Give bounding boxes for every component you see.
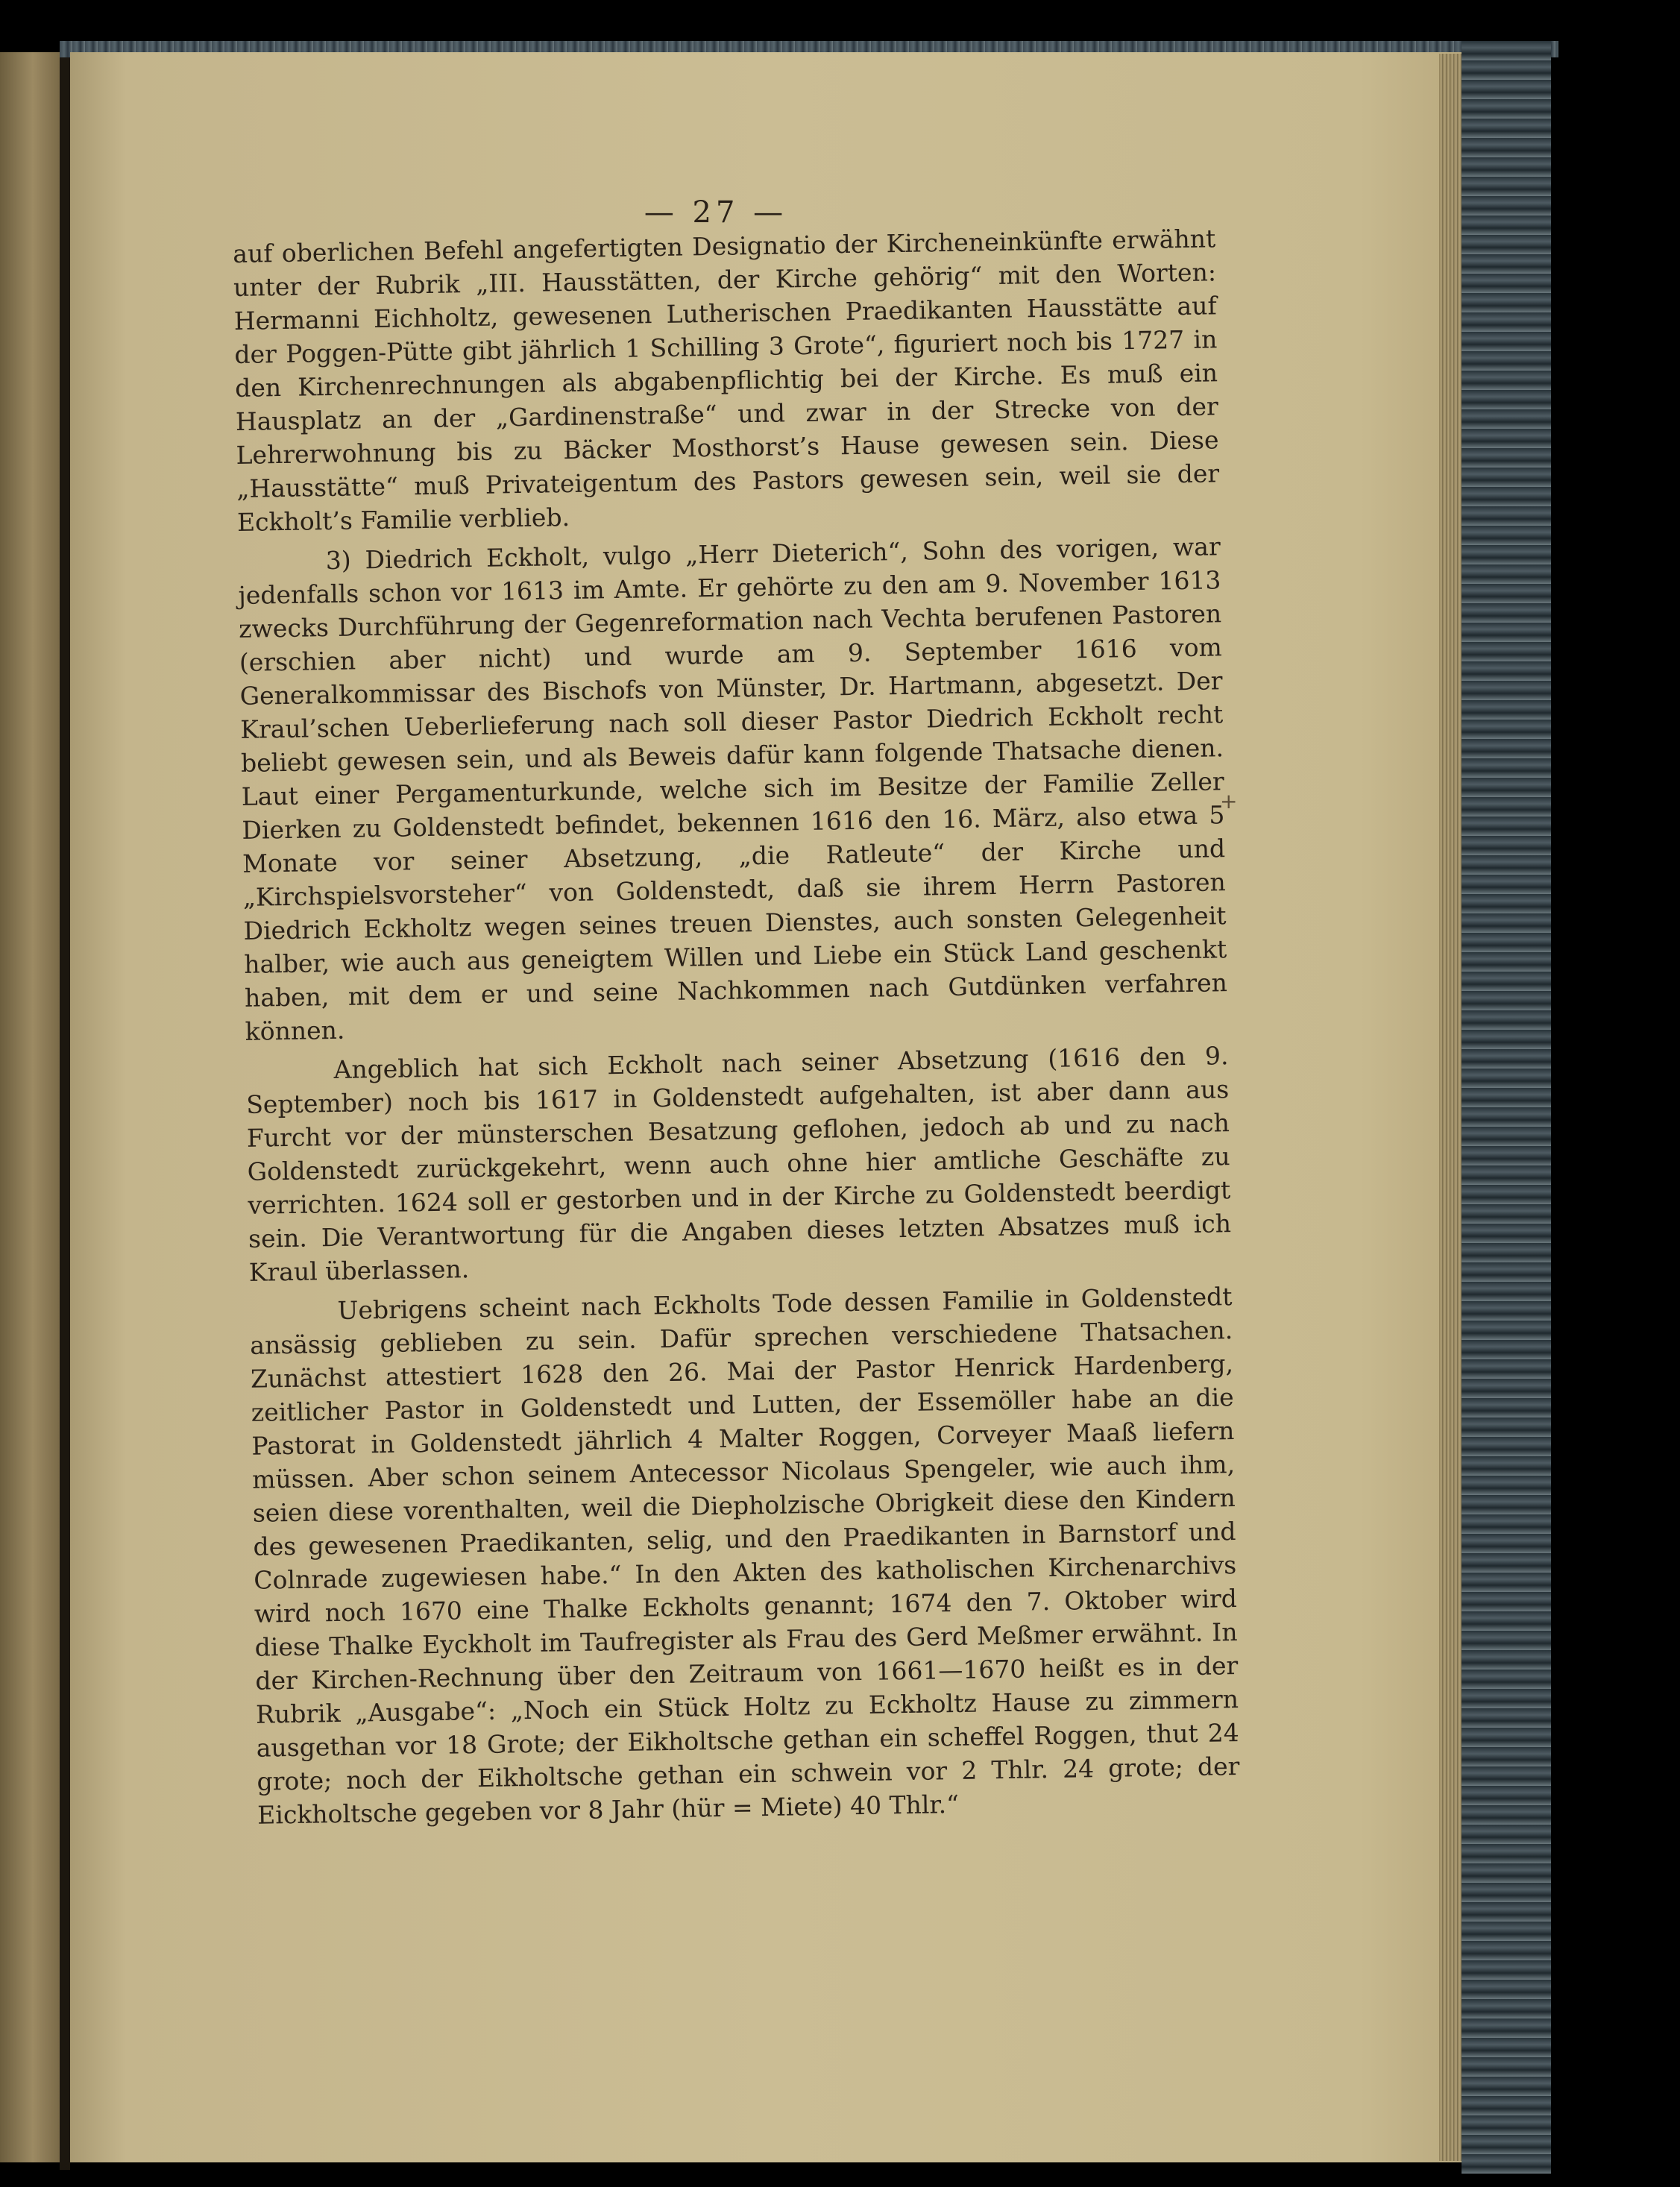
paragraph: Angeblich hat sich Eckholt nach seiner Absetzung (1616 den 9. September) noch bis 1617 in Goldenstedt aufgehalten, ist aber dann aus Furcht vor der münsterschen Besatzung geflohen, jedoch ab und zu nach Goldenstedt zurückgekehrt, wenn auch ohne hier amtliche Geschäfte zu verrichten. 1624 soll er gestorben und in der Kirche zu Goldenstedt beerdigt sein. Die Verantwortung für die Angaben dieses letzten Absatzes muß ich Kraul überlassen. xyxy=(245,1041,1232,1287)
paragraph: auf oberlichen Befehl angefertigten Designatio der Kircheneinkünfte erwähnt unter der Rubrik „III. Hausstätten, der Kirche gehörig“ mit den Worten: Hermanni Eichholtz, gewesenen Lutherischen Praedikanten Hausstätte auf der Poggen-Pütte gibt jährlich 1 Schilling 3 Grote“, figuriert noch bis 1727 in den Kirchenrechnungen als abgabenpflichtig bei der Kirche. Es muß ein Hausplatz an der „Gardinenstraße“ und zwar in der Strecke von der Lehrerwohnung bis zu Bäcker Mosthorst’s Hause gewesen sein. Diese „Hausstätte“ muß Privateigentum des Pastors gewesen sein, weil sie der Eckholt’s Familie verblieb. xyxy=(233,224,1220,537)
page-text xyxy=(233,221,1241,1837)
facing-page-edge xyxy=(0,52,60,2162)
book-gutter xyxy=(60,45,70,2170)
paragraph: 3) Diedrich Eckholt, vulgo „Herr Dieterich“, Sohn des vorigen, war jedenfalls schon vor 1613 im Amte. Er gehörte zu den am 9. November 1613 zwecks Durchführung der Gegenreformation nach Vechta berufenen Pastoren (erschien aber nicht) und wurde am 9. September 1616 vom Generalkommissar des Bischofs von Münster, Dr. Hartmann, abgesetzt. Der Kraul’schen Ueberlieferung nach soll dieser Pastor Diedrich Eckholt recht beliebt gewesen sein, und als Beweis dafür kann folgende Thatsache dienen. Laut einer Pergamenturkunde, welche sich im Besitze der Familie Zeller Dierken zu Goldenstedt befindet, bekennen 1616 den 16. März, also etwa 5 Monate vor seiner Absetzung, „die Ratleute“ der Kirche und „Kirchspielsvorsteher“ von Goldenstedt, daß sie ihrem Herrn Pastoren Diedrich Eckholtz wegen seines treuen Dienstes, auch sonsten Gelegenheit halber, wie auch aus geneigtem Willen und Liebe ein Stück Land geschenkt haben, mit dem er und seine Nachkommen nach Gutdünken verfahren können. xyxy=(238,532,1228,1046)
book-cover-right-edge xyxy=(1462,41,1551,2174)
paragraph: Uebrigens scheint nach Eckholts Tode dessen Familie in Goldenstedt ansässig geblieben zu sein. Dafür sprechen verschiedene Thatsachen. Zunächst attestiert 1628 den 26. Mai der Pastor Henrick Hardenberg, zeitlicher Pastor in Goldenstedt und Lutten, der Essemöller habe an die Pastorat in Goldenstedt jährlich 4 Malter Roggen, Corveyer Maaß liefern müssen. Aber schon seinem Antecessor Nicolaus Spengeler, wie auch ihm, seien diese vorenthalten, weil die Diepholzische Obrigkeit diese den Kindern des gewesenen Praedikanten, selig, und den Praedikanten in Barnstorf und Colnrade zugewiesen habe.“ In den Akten des katholischen Kirchenarchivs wird noch 1670 eine Thalke Eckholts genannt; 1674 den 7. Oktober wird diese Thalke Eyckholt im Taufregister als Frau des Gerd Meßmer erwähnt. In der Kirchen-Rechnung über den Zeitraum von 1661—1670 heißt es in der Rubrik „Ausgabe“: „Noch ein Stück Holtz zu Eckholtz Hause zu zimmern ausgethan vor 18 Grote; der Eikholtsche gethan ein scheffel Roggen, thut 24 grote; noch der Eikholtsche gethan ein schwein vor 2 Thlr. 24 grote; der Eickholtsche gegeben vor 8 Jahr (hür = Miete) 40 Thlr.“ xyxy=(250,1282,1240,1830)
margin-mark: + xyxy=(1220,789,1238,814)
page-number: — 27 — xyxy=(644,195,788,230)
page-stack-edge xyxy=(1439,54,1465,2161)
